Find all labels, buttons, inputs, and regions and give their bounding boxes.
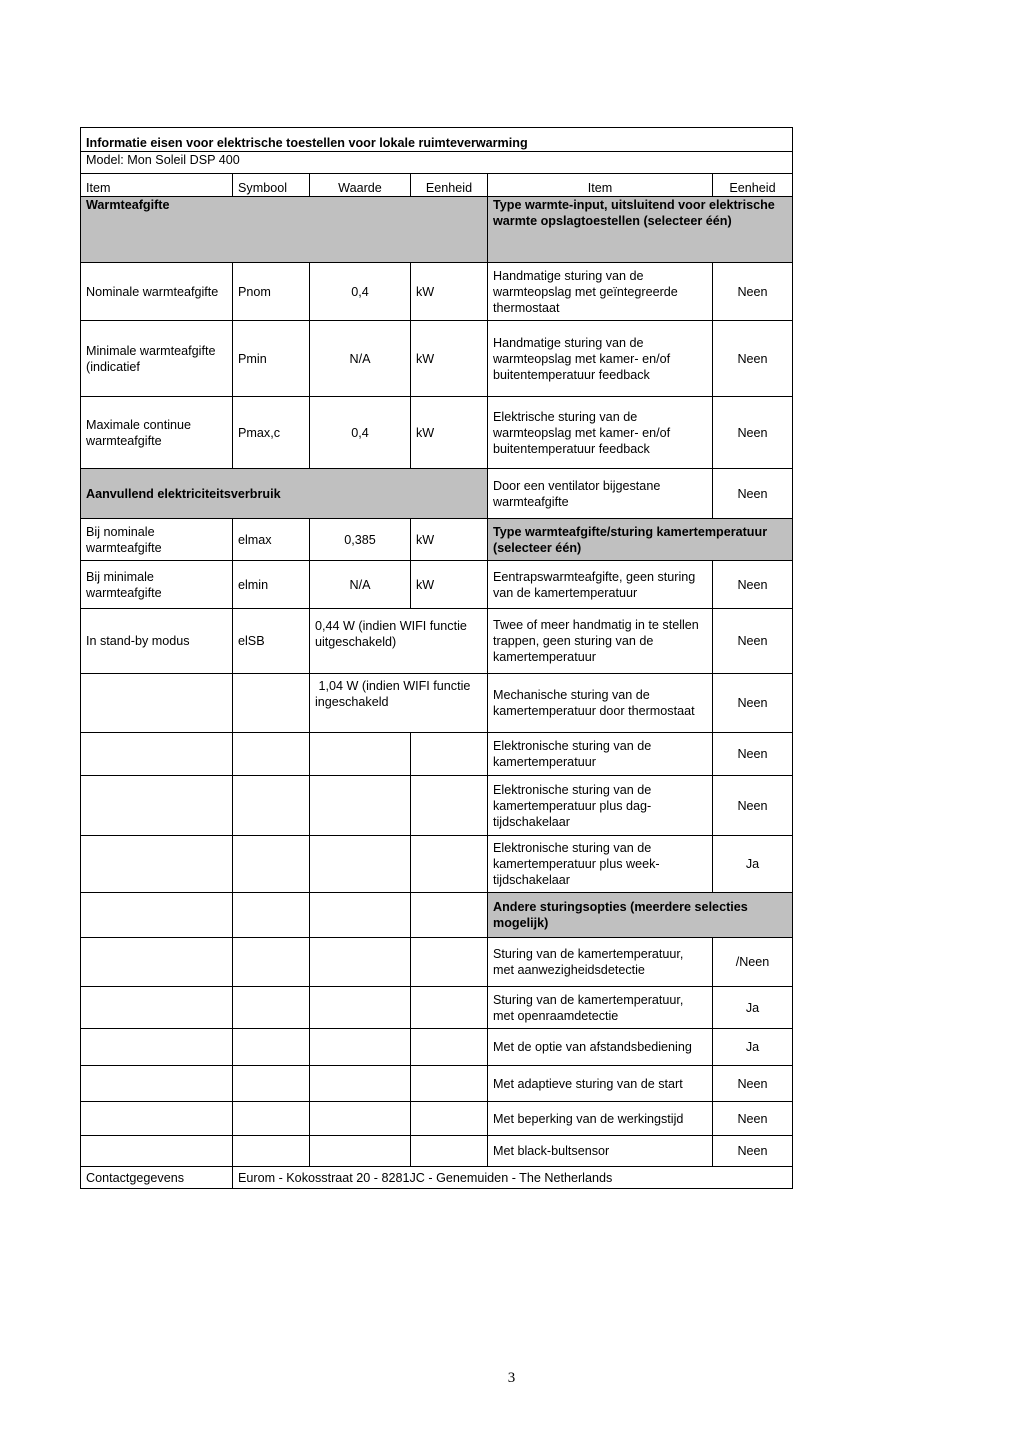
header-waarde: Waarde <box>310 174 411 197</box>
row-symbol: Pmax,c <box>233 397 310 469</box>
table-row <box>81 836 793 893</box>
section-andere-sturingsopties: Andere sturingsopties (meerdere selecties mogelijk) <box>488 893 793 938</box>
right-item: Handmatige sturing van de warmteopslag met geïntegreerde thermostaat <box>488 263 713 321</box>
table-row <box>81 519 793 561</box>
right-item: Mechanische sturing van de kamertemperatuur door thermostaat <box>488 674 713 733</box>
right-value: Neen <box>713 776 793 836</box>
right-value: Ja <box>713 987 793 1029</box>
row-item: In stand-by modus <box>81 609 233 674</box>
header-symbool: Symbool <box>233 174 310 197</box>
right-item: Twee of meer handmatig in te stellen trappen, geen sturing van de kamertemperatuur <box>488 609 713 674</box>
row-value: 0,44 W (indien WIFI functie uitgeschakeld) <box>310 609 488 674</box>
row-unit: kW <box>411 519 488 561</box>
table-row <box>81 893 793 938</box>
right-value: Ja <box>713 1029 793 1066</box>
row-value: 0,4 <box>310 263 411 321</box>
contact-row <box>81 1167 793 1189</box>
right-value: Neen <box>713 674 793 733</box>
row-unit: kW <box>411 397 488 469</box>
row-item: Maximale continue warmteafgifte <box>81 397 233 469</box>
right-value: /Neen <box>713 938 793 987</box>
right-item: Met beperking van de werkingstijd <box>488 1102 713 1136</box>
right-value: Neen <box>713 1136 793 1167</box>
section-type-warmteafgifte: Type warmteafgifte/sturing kamertemperatuur (selecteer één) <box>488 519 793 561</box>
header-item-right: Item <box>488 174 713 197</box>
row-item: Minimale warmteafgifte (indicatief <box>81 321 233 397</box>
right-item: Door een ventilator bijgestane warmteafgifte <box>488 469 713 519</box>
header-row <box>81 174 793 197</box>
right-item: Sturing van de kamertemperatuur, met openraamdetectie <box>488 987 713 1029</box>
right-item: Elektrische sturing van de warmteopslag met kamer- en/of buitentemperatuur feedback <box>488 397 713 469</box>
table-row <box>81 609 793 674</box>
row-unit: kW <box>411 321 488 397</box>
right-item: Handmatige sturing van de warmteopslag met kamer- en/of buitentemperatuur feedback <box>488 321 713 397</box>
section-warmteafgifte: Warmteafgifte <box>81 197 488 263</box>
right-value: Neen <box>713 733 793 776</box>
table-row <box>81 1102 793 1136</box>
table-row <box>81 397 793 469</box>
right-value: Neen <box>713 263 793 321</box>
right-value: Neen <box>713 1066 793 1102</box>
table-row <box>81 321 793 397</box>
table-title: Informatie eisen voor elektrische toestellen voor lokale ruimteverwarming <box>81 128 793 152</box>
section-elektriciteitsverbruik: Aanvullend elektriciteitsverbruik <box>81 469 488 519</box>
table-row <box>81 263 793 321</box>
right-item: Met black-bultsensor <box>488 1136 713 1167</box>
header-eenheid-right: Eenheid <box>713 174 793 197</box>
row-item: Nominale warmteafgifte <box>81 263 233 321</box>
model-row: Model: Mon Soleil DSP 400 <box>81 152 793 174</box>
row-symbol: Pmin <box>233 321 310 397</box>
right-item: Elektronische sturing van de kamertemperatuur <box>488 733 713 776</box>
table-row <box>81 1136 793 1167</box>
table-row <box>81 938 793 987</box>
contact-label: Contactgegevens <box>81 1167 233 1189</box>
right-value: Ja <box>713 836 793 893</box>
table-row <box>81 674 793 733</box>
row-symbol: elSB <box>233 609 310 674</box>
right-item: Elektronische sturing van de kamertemperatuur plus week-tijdschakelaar <box>488 836 713 893</box>
right-value: Neen <box>713 1102 793 1136</box>
right-item: Met de optie van afstandsbediening <box>488 1029 713 1066</box>
row-value: N/A <box>310 561 411 609</box>
row-item: Bij nominale warmteafgifte <box>81 519 233 561</box>
row-value: 0,4 <box>310 397 411 469</box>
right-value: Neen <box>713 397 793 469</box>
row-symbol: Pnom <box>233 263 310 321</box>
table-row <box>81 733 793 776</box>
row-value: N/A <box>310 321 411 397</box>
row-unit: kW <box>411 561 488 609</box>
right-value: Neen <box>713 469 793 519</box>
row-item: Bij minimale warmteafgifte <box>81 561 233 609</box>
table-row <box>81 987 793 1029</box>
table-row <box>81 561 793 609</box>
right-value: Neen <box>713 561 793 609</box>
row-symbol: elmin <box>233 561 310 609</box>
header-item: Item <box>81 174 233 197</box>
row-unit: kW <box>411 263 488 321</box>
table-row <box>81 1029 793 1066</box>
table-row <box>81 469 793 519</box>
right-item: Sturing van de kamertemperatuur, met aanwezigheidsdetectie <box>488 938 713 987</box>
table-row <box>81 1066 793 1102</box>
right-item: Met adaptieve sturing van de start <box>488 1066 713 1102</box>
product-information-table <box>80 127 793 1189</box>
row-value: 0,385 <box>310 519 411 561</box>
right-value: Neen <box>713 609 793 674</box>
contact-value: Eurom - Kokosstraat 20 - 8281JC - Genemuiden - The Netherlands <box>233 1167 793 1189</box>
right-value: Neen <box>713 321 793 397</box>
row-symbol: elmax <box>233 519 310 561</box>
table-row <box>81 776 793 836</box>
section-warmte-input: Type warmte-input, uitsluitend voor elektrische warmte opslagtoestellen (selecteer één) <box>488 197 793 263</box>
right-item: Eentrapswarmteafgifte, geen sturing van de kamertemperatuur <box>488 561 713 609</box>
row-value: 1,04 W (indien WIFI functie ingeschakeld <box>310 674 488 733</box>
page-number: 3 <box>507 1370 516 1386</box>
header-eenheid: Eenheid <box>411 174 488 197</box>
right-item: Elektronische sturing van de kamertemperatuur plus dag-tijdschakelaar <box>488 776 713 836</box>
